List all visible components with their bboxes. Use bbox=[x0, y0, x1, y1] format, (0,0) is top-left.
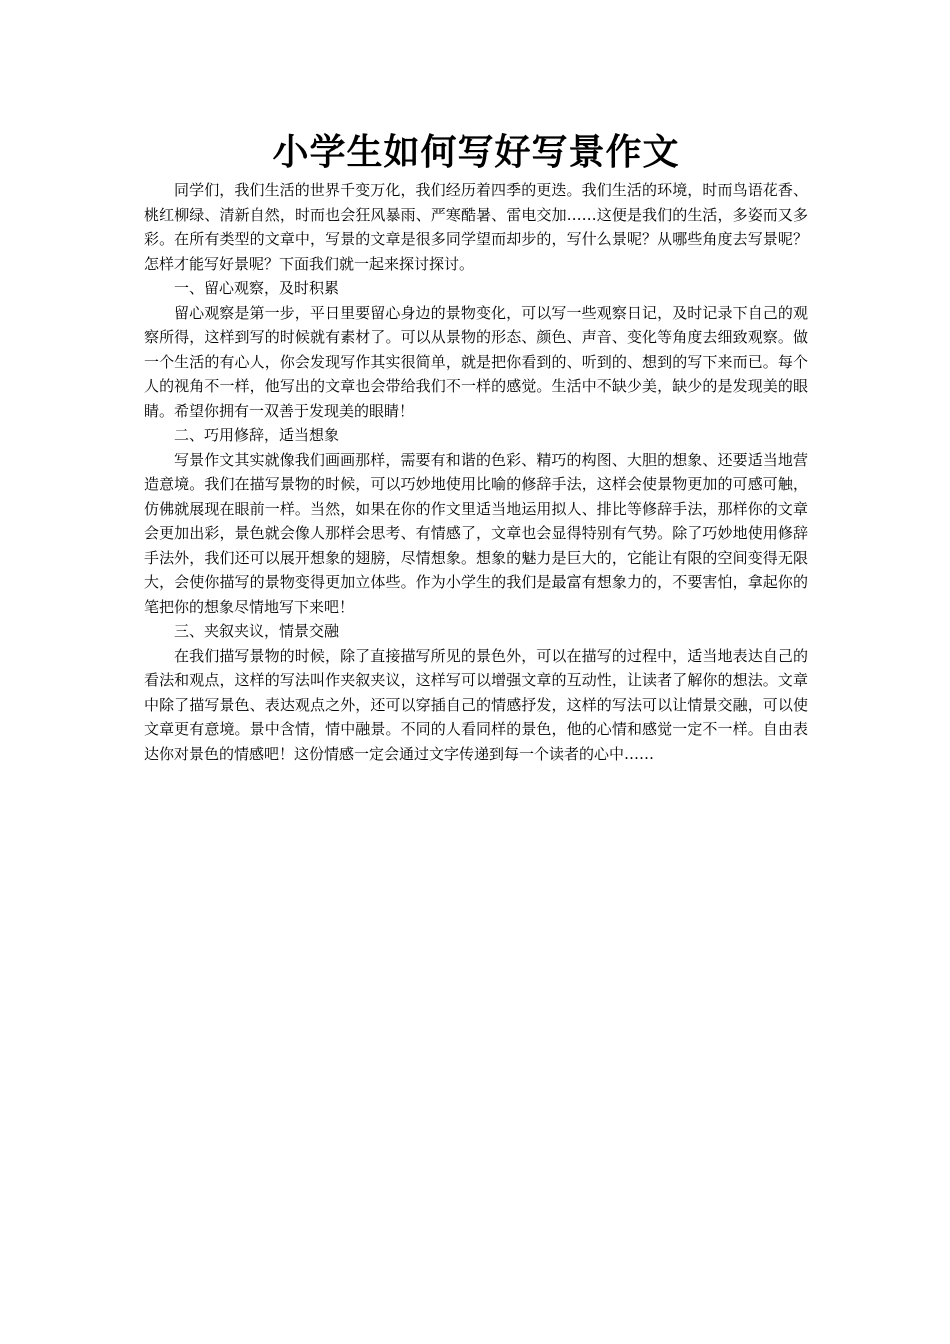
document-title: 小学生如何写好写景作文 bbox=[272, 131, 680, 173]
section-body-3: 在我们描写景物的时候，除了直接描写所见的景色外，可以在描写的过程中，适当地表达自己的看法和观点，这样的写法叫作夹叙夹议，这样写可以增强文章的互动性，让读者了解你的想法。文章中除了描写景色、表达观点之外，还可以穿插自己的情感抒发，这样的写法可以让情景交融，可以使文章更有意境。景中含情，情中融景。不同的人看同样的景色，他的心情和感觉一定不一样。自由表达你对景色的情感吧！这份情感一定会通过文字传递到每一个读者的心中…… bbox=[144, 646, 808, 763]
section-heading-2: 二、巧用修辞，适当想象 bbox=[174, 426, 340, 444]
section-body-2: 写景作文其实就像我们画画那样，需要有和谐的色彩、精巧的构图、大胆的想象、还要适当地营造意境。我们在描写景物的时候，可以巧妙地使用比喻的修辞手法，这样会使景物更加的可感可触，仿佛就展现在眼前一样。当然，如果在你的作文里适当地运用拟人、排比等修辞手法，那样你的文章会更加出彩，景色就会像人那样会思考、有情感了，文章也会显得特别有气势。除了巧妙地使用修辞手法外，我们还可以展开想象的翅膀，尽情想象。想象的魅力是巨大的，它能让有限的空间变得无限大，会使你描写的景物变得更加立体些。作为小学生的我们是最富有想象力的，不要害怕，拿起你的笔把你的想象尽情地写下来吧！ bbox=[144, 450, 808, 616]
document-page bbox=[144, 128, 808, 766]
section-heading-3: 三、夹叙夹议，情景交融 bbox=[174, 622, 340, 640]
section-body-1: 留心观察是第一步，平日里要留心身边的景物变化，可以写一些观察日记，及时记录下自己的观察所得，这样到写的时候就有素材了。可以从景物的形态、颜色、声音、变化等角度去细致观察。做一个生活的有心人，你会发现写作其实很简单，就是把你看到的、听到的、想到的写下来而已。每个人的视角不一样，他写出的文章也会带给我们不一样的感觉。生活中不缺少美，缺少的是发现美的眼睛。希望你拥有一双善于发现美的眼睛！ bbox=[144, 303, 808, 420]
section-heading-1: 一、留心观察，及时积累 bbox=[174, 279, 340, 297]
intro-paragraph: 同学们，我们生活的世界千变万化，我们经历着四季的更迭。我们生活的环境，时而鸟语花香、桃红柳绿、清新自然，时而也会狂风暴雨、严寒酷暑、雷电交加……这便是我们的生活，多姿而又多彩。在所有类型的文章中，写景的文章是很多同学望而却步的，写什么景呢？从哪些角度去写景呢？怎样才能写好景呢？下面我们就一起来探讨探讨。 bbox=[144, 181, 808, 273]
